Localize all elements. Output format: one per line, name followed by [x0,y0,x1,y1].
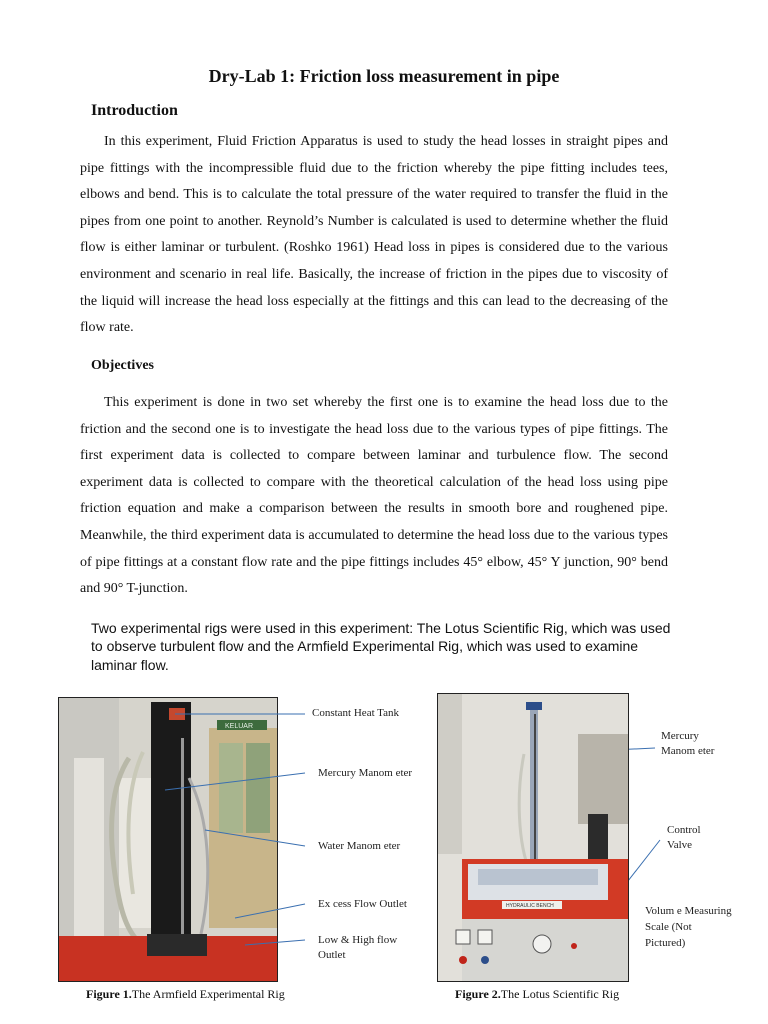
label-mercury-manometer-2b: Manom eter [661,745,715,757]
label-water-manometer: Water Manom eter [318,840,401,852]
figure2-caption [455,987,619,1002]
label-volume-scale-b: Scale (Not [645,921,692,933]
label-low-high-flow-outlet: Outlet [318,949,346,961]
figure2-caption-text: The Lotus Scientific Rig [500,987,620,1001]
label-volume-scale-c: Pictured) [645,937,686,949]
objectives-heading: Objectives [91,358,154,373]
introduction-heading: Introduction [91,102,178,119]
figure2-caption-number: Figure 2. [455,987,501,1001]
label-control-valve: Control [667,824,701,836]
label-control-valve-b: Valve [667,839,693,851]
introduction-paragraph: In this experiment, Fluid Friction Apparatus is used to study the head losses in straight pipes and pipe fittings with the incompressible fluid due to the friction whereby the pipe fitting includes tees, elbows and bend. This is to calculate the total pressure of the water required to transfer the fluid in the pipes from one point to another. Reynold’s Number is calculated is used to determine whether the fluid flow is either laminar or turbulent. (Roshko 1961) Head loss in pipes is considered due to the various environment and scenario in real life. Basically, the increase of friction in the pipes due to viscosity of the liquid will increase the head loss especially at the fittings and this can lead to the decreasing of the flow rate. [80,134,668,336]
hydraulic-bench-text: HYDRAULIC BENCH [506,903,554,909]
exit-sign-text: KELUAR [225,723,254,730]
label-low-high-flow: Low & High flow [318,934,398,946]
rigs-paragraph: Two experimental rigs were used in this experiment: The Lotus Scientific Rig, which was used to observe turbulent flow and the Armfield Experimental Rig, which was used to examine laminar flow. [91,620,671,673]
label-mercury-manometer-2: Mercury [661,730,699,742]
label-mercury-manometer: Mercury Manom eter [318,767,413,779]
objectives-paragraph: This experiment is done in two set whereby the first one is to examine the head loss due to the friction and the second one is to investigate the head loss due to the various types of pipe fittings. The first experiment data is collected to compare between laminar and turbulence flow. The second experiment data is collected to compare with the theoretical calculation of the head loss using pipe friction equation and make a comparison between the results in smooth bore and roughened pipe. Meanwhile, the third experiment data is accumulated to determine the head loss due to the various types of pipe fittings at a constant flow rate and the pipe fittings includes 45° elbow, 45° Y junction, 90° bend and 90° T-junction. [80,395,668,597]
figure1-caption [86,987,285,1002]
label-excess-flow-outlet: Ex cess Flow Outlet [318,898,407,910]
lotus-rig-illustration [438,694,628,981]
label-constant-head-tank: Constant Heat Tank [312,707,400,719]
page-title: Dry-Lab 1: Friction loss measurement in pipe [208,66,560,86]
figure2-photo [437,693,629,982]
figure1-caption-text: The Armfield Experimental Rig [131,987,285,1001]
label-volume-scale: Volum e Measuring [645,905,732,917]
figure1-caption-number: Figure 1. [86,987,132,1001]
